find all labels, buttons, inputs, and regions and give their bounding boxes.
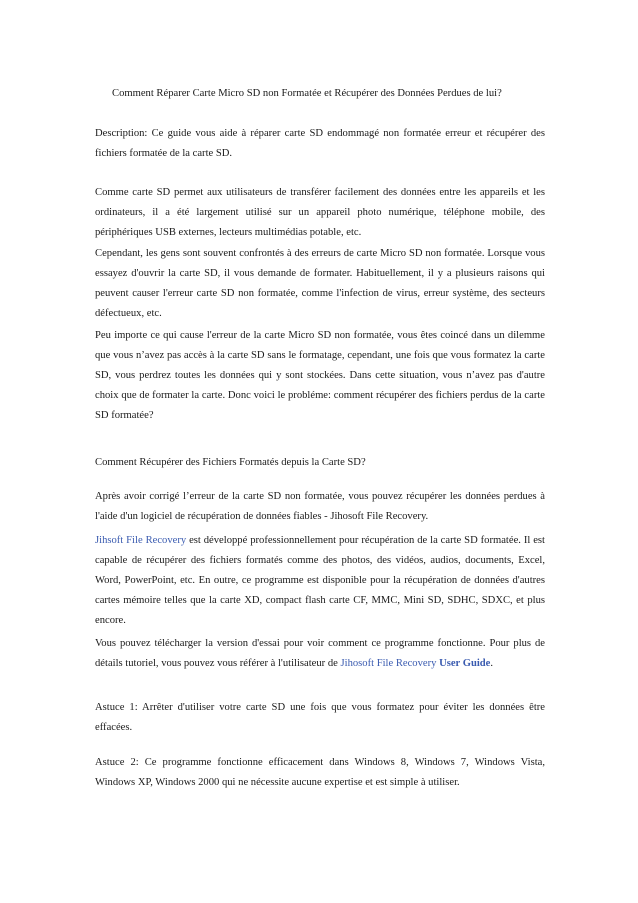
- download-paragraph: Vous pouvez télécharger la version d'essai pour voir comment ce programme fonctionne. Pour plus de détails tutoriel, vous pouvez vous référer à l'utilisateur de Jihosoft File Recovery User Guide.: [95, 638, 545, 669]
- tip-2: Astuce 2: Ce programme fonctionne efficacement dans Windows 8, Windows 7, Windows Vista, Windows XP, Windows 2000 qui ne nécessite aucune expertise et est simple à utiliser.: [95, 757, 545, 788]
- intro-paragraph: Comme carte SD permet aux utilisateurs de transférer facilement des données entre les appareils et les ordinateurs, il a été largement utilisé sur un appareil photo numérique, téléphone mobile, des périphériques USB externes, lecteurs multimédias potable, etc.: [95, 187, 545, 238]
- jihsoft-file-recovery-link[interactable]: Jihsoft File Recovery: [95, 535, 187, 546]
- jihosoft-file-recovery-link[interactable]: Jihosoft File Recovery: [340, 658, 437, 669]
- description-paragraph: Description: Ce guide vous aide à réparer carte SD endommagé non formatée erreur et récupérer des fichiers formatée de la carte SD.: [95, 128, 545, 159]
- dilemma-paragraph: Peu importe ce qui cause l'erreur de la carte Micro SD non formatée, vous êtes coincé dans un dilemme que vous n’avez pas accès à la carte SD sans le formatage, cependant, une fois que vous formatez la carte SD, vous perdrez toutes les données qui y sont stockées. Dans cette situation, vous n’avez pas d'autre choix que de formater la carte. Donc voici le probléme: comment récupérer des fichiers perdus de la carte SD formatée?: [95, 330, 545, 421]
- section-heading: Comment Récupérer des Fichiers Formatés depuis la Carte SD?: [95, 457, 366, 468]
- software-paragraph: [95, 531, 545, 631]
- recovery-paragraph: Après avoir corrigé l’erreur de la carte SD non formatée, vous pouvez récupérer les données perdues à l'aide d'un logiciel de récupération de données fiables - Jihosoft File Recovery.: [95, 491, 545, 522]
- tip-1: Astuce 1: Arrêter d'utiliser votre carte SD une fois que vous formatez pour éviter les données être effacées.: [95, 702, 545, 733]
- document-title: Comment Réparer Carte Micro SD non Formatée et Récupérer des Données Perdues de lui?: [112, 88, 502, 99]
- download-text: Vous pouvez télécharger la version d'essai pour voir comment ce programme fonctionne. Pour plus de détails tutoriel, vous pouvez vous référer à l'utilisateur de: [95, 638, 545, 669]
- software-description: est développé professionnellement pour récupération de la carte SD formatée. Il est capable de récupérer des fichiers formatés comme des photos, des vidéos, audios, documents, Excel, Word, PowerPoint, etc. En outre, ce programme est disponible pour la récupération de données d'autres cartes mémoire telles que la carte XD, compact flash carte CF, MMC, Mini SD, SDHC, SDXC, et plus encore.: [95, 535, 545, 626]
- errors-paragraph: Cependant, les gens sont souvent confrontés à des erreurs de carte Micro SD non formatée. Lorsque vous essayez d'ouvrir la carte SD, il vous demande de formater. Habituellement, il y a plusieurs raisons qui peuvent causer l'erreur carte SD non formatée, comme l'infection de virus, erreur système, des secteurs défectueux, etc.: [95, 248, 545, 319]
- user-guide-link[interactable]: User Guide: [439, 658, 491, 669]
